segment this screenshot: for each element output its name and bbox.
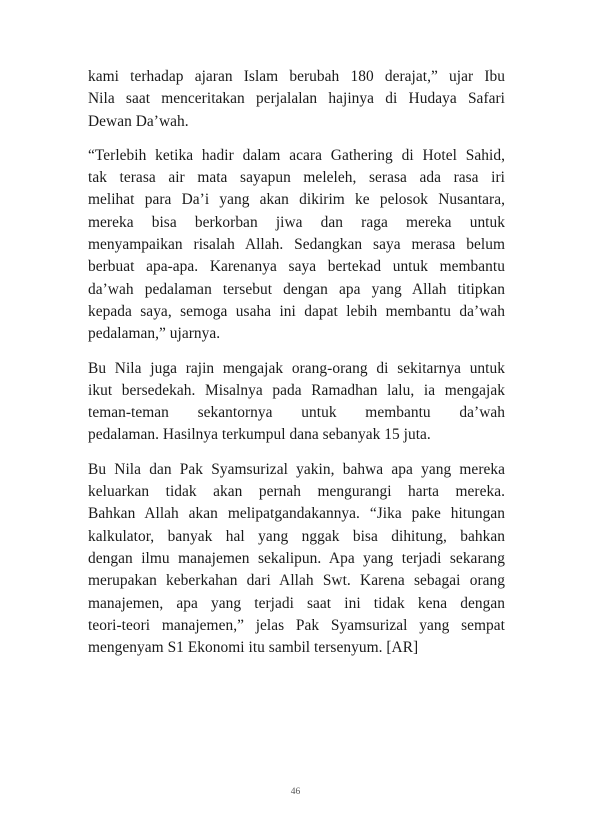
text-line: melihat para Da’i yang akan dikirim ke pelosok Nusantara, [88, 191, 505, 209]
paragraph-3 [88, 358, 505, 447]
paragraph-2 [88, 145, 505, 346]
text-line: merupakan keberkahan dari Allah Swt. Karena sebagai orang [88, 572, 505, 590]
text-line: manajemen, apa yang terjadi saat ini tidak kena dengan [88, 594, 505, 612]
text-line: kalkulator, banyak hal yang nggak bisa dihitung, bahkan [88, 527, 505, 545]
paragraph-1 [88, 66, 505, 133]
text-line: berbuat apa-apa. Karenanya saya bertekad untuk membantu [88, 258, 505, 276]
text-line: kami terhadap ajaran Islam berubah 180 derajat,” ujar Ibu [88, 68, 505, 85]
text-line: keluarkan tidak akan pernah mengurangi harta mereka. [88, 483, 505, 501]
text-line: pedalaman,” ujarnya. [88, 325, 221, 343]
text-line: Bahkan Allah akan melipatgandakannya. “Jika pake hitungan [88, 505, 505, 523]
text-line: “Terlebih ketika hadir dalam acara Gathering di Hotel Sahid, [88, 146, 505, 164]
text-line: teori-teori manajemen,” jelas Pak Syamsurizal yang sempat [88, 616, 505, 634]
text-line: Bu Nila dan Pak Syamsurizal yakin, bahwa apa yang mereka [88, 460, 505, 478]
text-line: Nila saat menceritakan perjalalan hajinya di Hudaya Safari [88, 90, 505, 108]
text-line: ikut bersedekah. Misalnya pada Ramadhan lalu, ia mengajak [88, 381, 505, 399]
text-line: menyampaikan risalah Allah. Sedangkan saya merasa belum [88, 236, 505, 254]
text-line: Dewan Da’wah. [88, 112, 189, 130]
text-line: mengenyam S1 Ekonomi itu sambil tersenyum. [AR] [88, 639, 419, 657]
text-line: mereka bisa berkorban jiwa dan raga mereka untuk [88, 213, 505, 231]
paragraph-4 [88, 459, 505, 660]
text-line: Bu Nila juga rajin mengajak orang-orang di sekitarnya untuk [88, 359, 505, 377]
text-line: pedalaman. Hasilnya terkumpul dana sebanyak 15 juta. [88, 426, 431, 444]
text-line: da’wah pedalaman tersebut dengan apa yang Allah titipkan [88, 280, 505, 298]
text-line: teman-teman sekantornya untuk membantu da’wah [88, 404, 505, 422]
text-line: tak terasa air mata sayapun meleleh, serasa ada rasa iri [88, 169, 505, 187]
text-line: dengan ilmu manajemen sekalipun. Apa yang terjadi sekarang [88, 549, 505, 567]
page-number: 46 [290, 787, 301, 797]
document-body [88, 66, 505, 671]
text-line: kepada saya, semoga usaha ini dapat lebih membantu da’wah [88, 302, 505, 320]
